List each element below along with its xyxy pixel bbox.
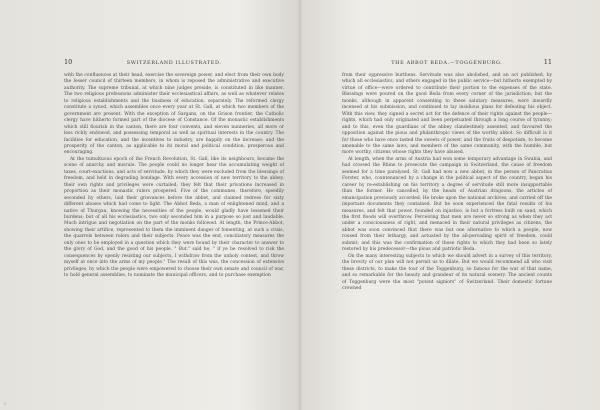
left-running-head: SWITZERLAND ILLUSTRATED. (126, 60, 222, 66)
right-paragraph-1: from their oppressive burthens. Servitude was also abolished, and an act published, by which all ecclesiastics, and others engaged in the public service—but hitherto exempted by virtue of office—were ordered to contribute their portion to the expenses of the state. Blessings were poured on the good Beda from every corner of the jurisdiction; but the monks, although in apparent consenting to these salutary measures, were inwardly incensed at his submission, and continued to lay insidious plans for defeating his object. With this view, they signed a secret act for the defence of their rights against the people—rights, which had only originated and been perpetuated through a long course of tyranny; and to this, even the guardians of the abbey clandestinely assented, and favoured the opposition against the pious and philanthropic views of the worthy abbot. So difficult is it for those who have once tasted the sweets of power, and the fruits of despotism, to become amenable to the same laws, and members of the same community, with the humble, but more worthy, citizens whose rights they have abused. (342, 73, 552, 156)
right-paragraph-3: On the many interesting subjects to which we should advert in a survey of this territory, the brevity of our plan will not permit us to dilate. But we would recommend all who visit these districts, to make the tour of the Toggenburg, so famous for the war of that name, and so remarkable for the beauty and grandeur of its natural scenery. The ancient counts of Toggenburg were the most "potent signiors" of Switzerland. Their domestic fortune crowned (342, 253, 552, 291)
edge-mark: E (4, 402, 7, 406)
right-page (300, 0, 600, 410)
right-page-header (342, 58, 552, 66)
left-paragraph-1: with the confluences at their head, exercise the sovereign power, and elect from their own body the lesser council of thirteen members, in whom is reposed the administrative and executive authority. The supreme tribunal, at which nine judges preside, is constituted in like manner. The two religious professions administer their ecclesiastical affairs, as well as whatever relates to religious establishments and the business of education, separately. The reformed clergy constitute a synod, which assembles once every year at St. Gall, at which two members of the government are present. With the exception of Sargans, on the Grison frontier, the Catholic clergy have hitherto formed part of the diocese of Constance. Of the monastic establishments which still flourish in the canton, there are four convents, and eleven nunneries, all more or less richly endowed, and possessing temporal as well as spiritual interests in the country. The facilities for education, and the incentives to industry, are happily on the increase; and the prosperity of the canton, as applicable to its moral and political condition, prosperous and encouraging. (64, 73, 284, 156)
left-page-header (64, 58, 284, 66)
left-page-number: 10 (64, 58, 73, 66)
right-page-number: 11 (543, 58, 552, 66)
left-page-body (64, 73, 284, 280)
right-page-body (342, 73, 552, 292)
left-paragraph-2: At the tumultuous epoch of the French Revolution, St. Gall, like its neighbours, became the scene of anarchy and misrule. The people could no longer bear the accumulating weight of taxes, court-exactions, and acts of servitude, by which they were excluded from the blessings of freedom, and held in degrading bondage. With every accession of new territory to the abbey, their own rights and privileges were curtailed; they felt that their privations increased in proportion as their monastic rulers prospered. Five of the communes, therefore, speedily seconded by others, laid their grievances before the abbot, and claimed redress for sixty different abuses which had come to light. The Abbot Beda, a man of enlightened mind, and a native of Thurgau, knowing the necessities of the people, would gladly have lessened their burdens; but of all his ecclesiastics, two only seconded him in a purpose so just and laudable. Much intrigue and negotiation on the part of the monks followed. At length, the Prince-Abbot, showing their artifice, represented to them the imminent danger of fomenting, at such a crisis, the quarrels between rulers and their subjects. Peace was the end, conciliatory measures the only ones to be employed in a question which they were bound by their character to answer to the glory of God, and the good of his people. " But," said he, " if ye be resolved to risk the consequences by openly resisting our subjects, I withdraw from the unholy contest, and throw myself at once into the arms of my people." The result of this was, the concession of extensive privileges, by which the people were empowered to choose their own senate and council of war, to hold general assemblies, to nominate the municipal officers, and to purchase exemption (64, 156, 284, 279)
right-paragraph-2: At length, when the arms of Austria had won some temporary advantage in Swabia, and had crossed the Rhine to prosecute the campaign in Switzerland, the cause of freedom seemed for a time paralysed. St. Gall had now a new abbot, in the person of Pancratius Forster, who, countenanced by a change in the political aspect of the country, began his career by re-establishing on his territory a degree of servitude still more insupportable than the former. He cancelled, by the heads of Austrian dragoons, the articles of emancipation previously accorded. He broke upon the national archives, and carried off the important documents they contained. But he soon experienced the fatal results of his measures, and felt that power, founded on injustice, is but a fortress built on sand, which the first floods will overthrow. Perceiving that men are never so strong as when they act under a consciousness of right, and menaced in their natural privileges as citizens, the abbot was soon convinced that there was but one alternative to which a people, now roused from their lethargy, and actuated by the all-pervading spirit of freedom, could submit; and this was the confirmation of those rights to which they had been so lately restored by his predecessor—the pious and patriotic Beda. (342, 156, 552, 253)
right-running-head: THE ABBOT BEDA.—TOGGENBURG. (391, 60, 503, 66)
